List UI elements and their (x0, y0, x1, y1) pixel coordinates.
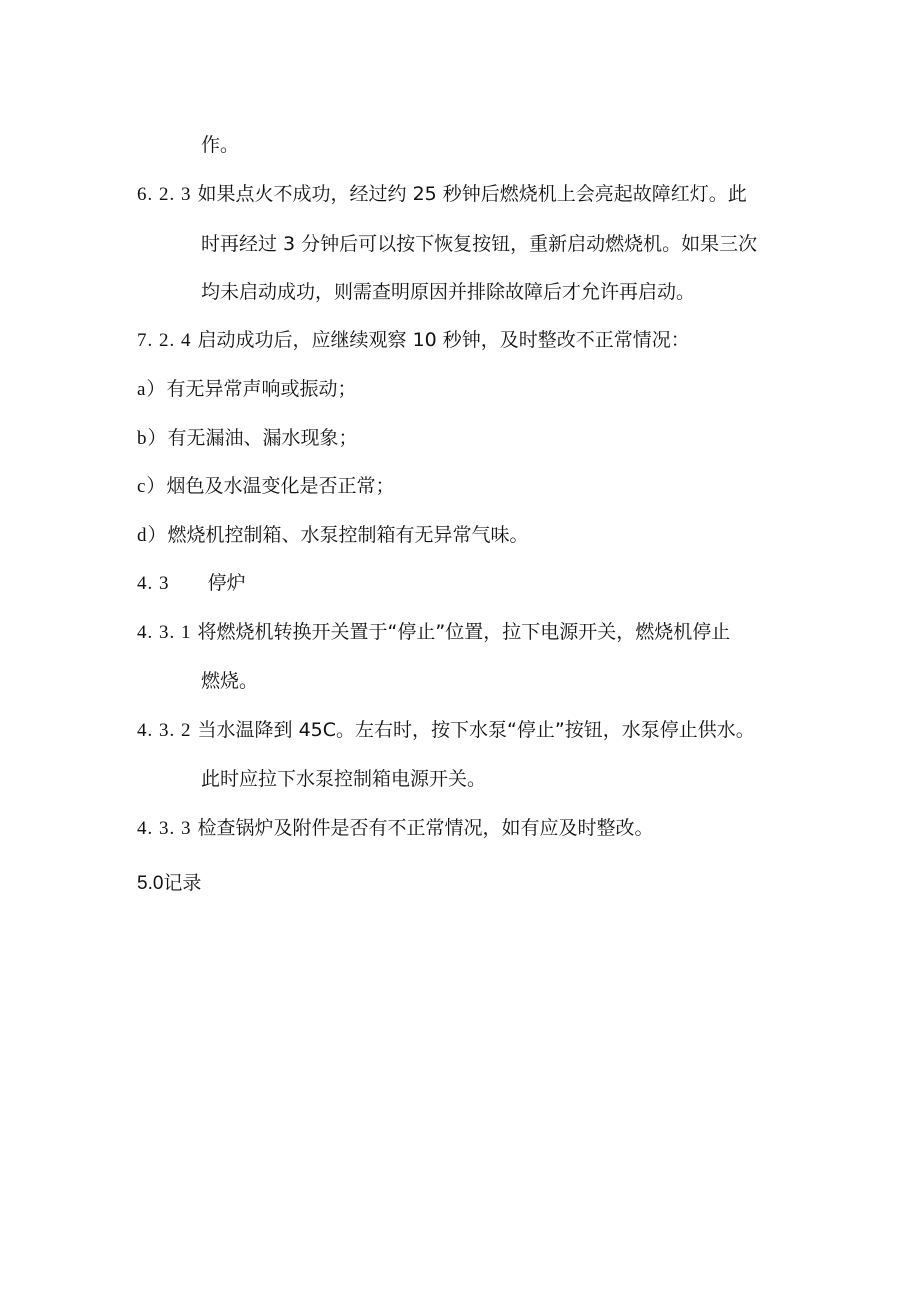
list-marker: b） (137, 428, 168, 449)
list-marker: d） (137, 525, 168, 546)
line-text: 此时应拉下水泵控制箱电源开关。 (201, 768, 487, 790)
text-line-continuation (201, 280, 695, 304)
list-marker: a） (137, 379, 167, 400)
list-item-c (137, 474, 394, 499)
line-text: 检查锅炉及附件是否有不正常情况，如有应及时整改。 (197, 817, 654, 839)
line-text: 启动成功后，应继续观察 10 秒钟，及时整改不正常情况： (197, 329, 690, 351)
section-title: 停炉 (207, 572, 246, 594)
line-text: 时再经过 3 分钟后可以按下恢复按钮，重新启动燃烧机。如果三次 (201, 233, 758, 255)
clause-4-3-3 (137, 816, 654, 841)
clause-7-2-4 (137, 328, 690, 353)
clause-6-2-3 (137, 182, 747, 207)
line-text: 有无漏油、漏水现象； (167, 427, 358, 449)
line-text: 如果点火不成功，经过约 25 秒钟后燃烧机上会亮起故障红灯。此 (197, 183, 747, 205)
line-text: 有无异常声响或振动； (166, 378, 357, 400)
list-item-d (137, 523, 529, 548)
text-line-continuation (201, 133, 239, 157)
clause-number: 4. 3. 1 (137, 622, 192, 643)
clause-4-3-1 (137, 620, 730, 645)
clause-number: 4. 3. 2 (137, 720, 192, 741)
clause-number: 4. 3. 3 (137, 818, 192, 839)
text-line-continuation (201, 767, 486, 791)
text-line-continuation (201, 669, 258, 693)
list-item-a (137, 377, 356, 402)
line-text: 作。 (201, 134, 240, 156)
line-text: 燃烧。 (201, 670, 259, 692)
clause-number: 6. 2. 3 (137, 184, 192, 205)
line-text: 当水温降到 45C。左右时，按下水泵“停止”按钮，水泵停止供水。 (197, 719, 755, 741)
section-number: 4. 3 (137, 573, 170, 594)
clause-4-3-2 (137, 718, 755, 743)
section-title: 记录 (163, 872, 202, 894)
list-item-b (137, 426, 358, 451)
clause-number: 7. 2. 4 (137, 330, 192, 351)
text-line-continuation (201, 232, 757, 256)
section-5-0-heading (137, 871, 201, 896)
line-text: 均未启动成功，则需查明原因并排除故障后才允许再启动。 (201, 281, 696, 303)
line-text: 烟色及水温变化是否正常； (166, 475, 395, 497)
line-text: 燃烧机控制箱、水泵控制箱有无异常气味。 (167, 524, 529, 546)
section-number: 5.0 (137, 873, 164, 894)
line-text: 将燃烧机转换开关置于“停止”位置，拉下电源开关，燃烧机停止 (197, 621, 731, 643)
section-4-3-heading (137, 571, 246, 596)
list-marker: c） (137, 476, 167, 497)
